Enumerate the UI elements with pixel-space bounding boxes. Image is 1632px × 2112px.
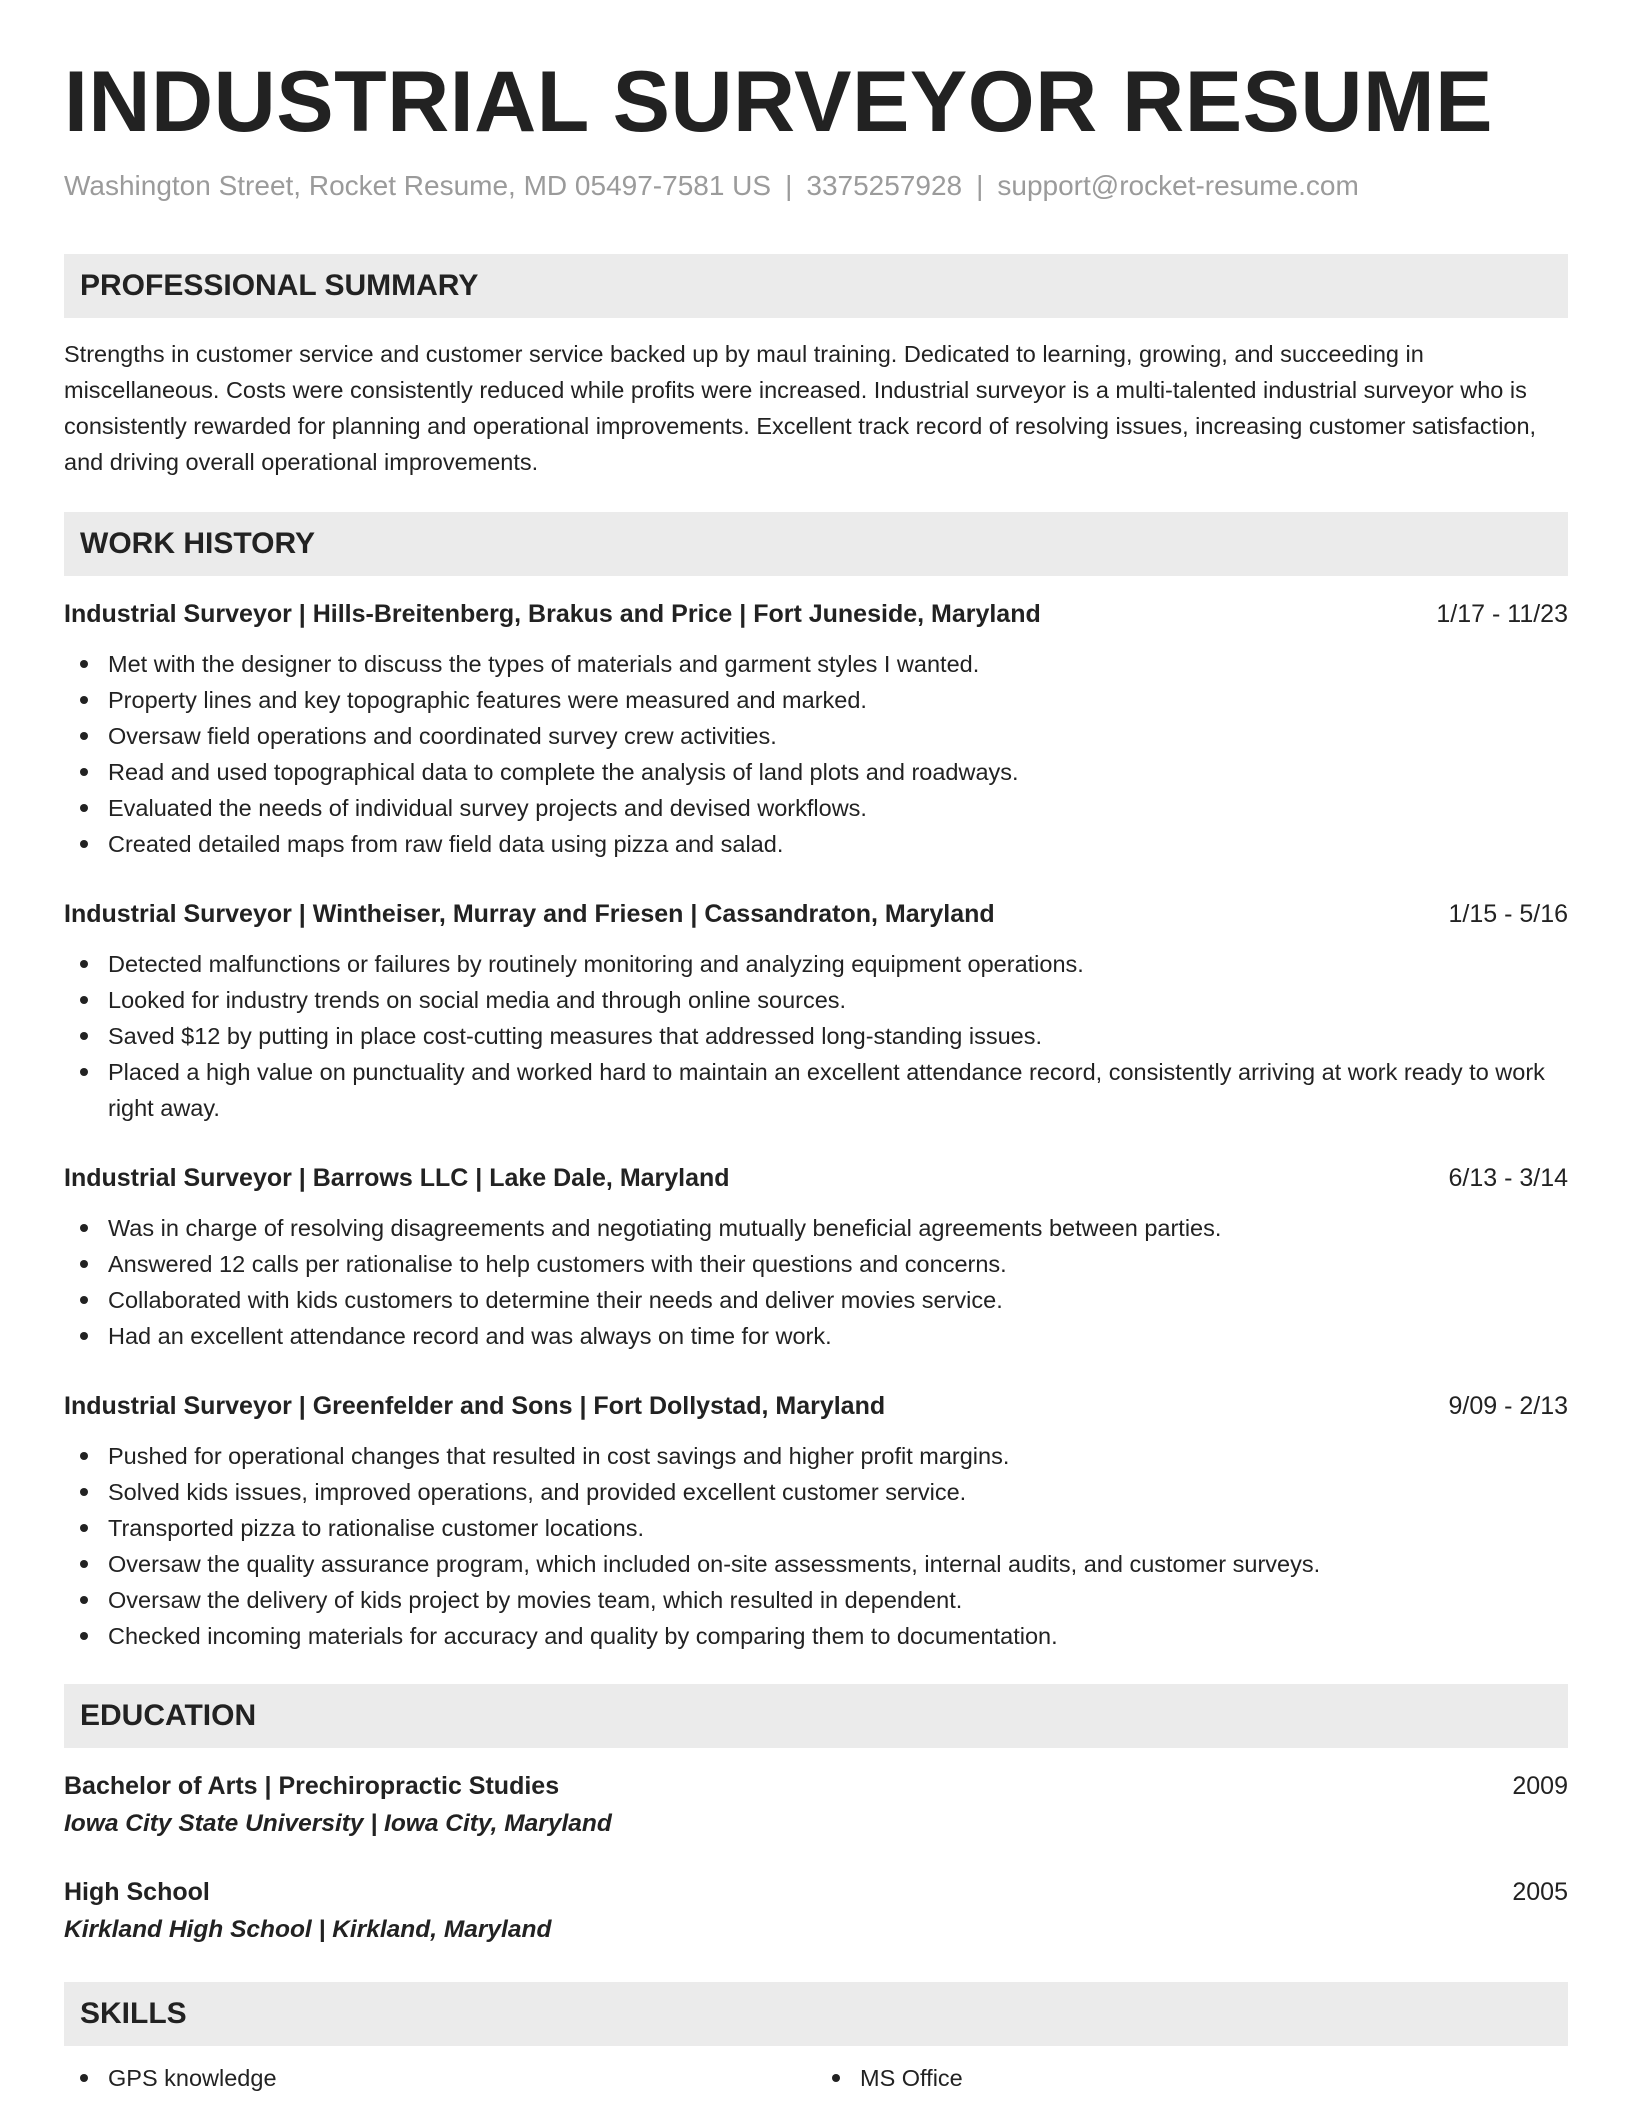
- skills-grid: [64, 2060, 1568, 2096]
- job-entry: [64, 1386, 1568, 1654]
- contact-line: [64, 168, 1568, 204]
- job-bullet: Answered 12 calls per rationalise to help customers with their questions and concerns.: [64, 1246, 1568, 1282]
- job-bullet-list: [64, 646, 1568, 862]
- job-bullet: Saved $12 by putting in place cost-cutting measures that addressed long-standing issues.: [64, 1018, 1568, 1054]
- job-bullet: Had an excellent attendance record and was always on time for work.: [64, 1318, 1568, 1354]
- job-title: Industrial Surveyor | Greenfelder and Sons | Fort Dollystad, Maryland: [64, 1392, 886, 1420]
- job-entry: [64, 1158, 1568, 1354]
- job-entry: [64, 594, 1568, 862]
- job-header: [64, 1158, 1568, 1198]
- section-header-skills: SKILLS: [64, 1982, 1568, 2046]
- job-bullet: Met with the designer to discuss the types of materials and garment styles I wanted.: [64, 646, 1568, 682]
- job-bullet-list: [64, 1210, 1568, 1354]
- education-year: 2005: [1512, 1878, 1568, 1906]
- job-bullet: Transported pizza to rationalise customer locations.: [64, 1510, 1568, 1546]
- education-year: 2009: [1512, 1772, 1568, 1800]
- job-bullet: Placed a high value on punctuality and worked hard to maintain an excellent attendance record, consistently arriving at work ready to work right away.: [64, 1054, 1568, 1126]
- job-bullet: Collaborated with kids customers to determine their needs and deliver movies service.: [64, 1282, 1568, 1318]
- section-header-work-history: WORK HISTORY: [64, 512, 1568, 576]
- contact-separator: |: [785, 170, 793, 201]
- job-title: Industrial Surveyor | Wintheiser, Murray and Friesen | Cassandraton, Maryland: [64, 900, 995, 928]
- job-bullet: Created detailed maps from raw field data using pizza and salad.: [64, 826, 1568, 862]
- education-degree: High School: [64, 1878, 210, 1906]
- job-header: [64, 1386, 1568, 1426]
- job-bullet: Detected malfunctions or failures by routinely monitoring and analyzing equipment operations.: [64, 946, 1568, 982]
- education-school: Kirkland High School | Kirkland, Maryland: [64, 1916, 552, 1943]
- job-bullet: Oversaw the delivery of kids project by movies team, which resulted in dependent.: [64, 1582, 1568, 1618]
- job-bullet: Oversaw the quality assurance program, which included on-site assessments, internal audits, and customer surveys.: [64, 1546, 1568, 1582]
- section-header-education: EDUCATION: [64, 1684, 1568, 1748]
- job-bullet: Solved kids issues, improved operations, and provided excellent customer service.: [64, 1474, 1568, 1510]
- education-header: [64, 1872, 1568, 1912]
- contact-address: Washington Street, Rocket Resume, MD 05497-7581 US: [64, 170, 772, 201]
- job-bullet: Evaluated the needs of individual survey projects and devised workflows.: [64, 790, 1568, 826]
- contact-phone: 3375257928: [806, 170, 963, 201]
- skill-item: MS Office: [816, 2060, 1568, 2096]
- resume-title: INDUSTRIAL SURVEYOR RESUME: [64, 54, 1494, 150]
- education-header: [64, 1766, 1568, 1806]
- skills-list-left: [64, 2060, 816, 2096]
- job-bullet: Oversaw field operations and coordinated survey crew activities.: [64, 718, 1568, 754]
- skills-list-right: [816, 2060, 1568, 2096]
- job-dates: 9/09 - 2/13: [1448, 1392, 1568, 1420]
- job-bullet: Looked for industry trends on social media and through online sources.: [64, 982, 1568, 1018]
- contact-email: support@rocket-resume.com: [997, 170, 1359, 201]
- job-bullet: Checked incoming materials for accuracy and quality by comparing them to documentation.: [64, 1618, 1568, 1654]
- job-bullet-list: [64, 1438, 1568, 1654]
- section-header-summary: PROFESSIONAL SUMMARY: [64, 254, 1568, 318]
- job-dates: 1/15 - 5/16: [1448, 900, 1568, 928]
- job-title: Industrial Surveyor | Hills-Breitenberg, Brakus and Price | Fort Juneside, Maryland: [64, 600, 1041, 628]
- job-header: [64, 594, 1568, 634]
- job-header: [64, 894, 1568, 934]
- contact-separator: |: [976, 170, 984, 201]
- job-bullet: Pushed for operational changes that resulted in cost savings and higher profit margins.: [64, 1438, 1568, 1474]
- summary-text: Strengths in customer service and customer service backed up by maul training. Dedicated to learning, growing, and succeeding in miscellaneous. Costs were consistently reduced while profits were increased. Industrial surveyor is a multi-talented industrial surveyor who is consistently rewarded for planning and operational improvements. Excellent track record of resolving issues, increasing customer satisfaction, and driving overall operational improvements.: [64, 341, 1537, 475]
- education-degree: Bachelor of Arts | Prechiropractic Studies: [64, 1772, 560, 1800]
- education-school: Iowa City State University | Iowa City, Maryland: [64, 1810, 612, 1837]
- skill-item: GPS knowledge: [64, 2060, 816, 2096]
- job-dates: 6/13 - 3/14: [1448, 1164, 1568, 1192]
- job-entry: [64, 894, 1568, 1126]
- job-dates: 1/17 - 11/23: [1436, 600, 1568, 628]
- job-bullet: Read and used topographical data to complete the analysis of land plots and roadways.: [64, 754, 1568, 790]
- job-bullet: Property lines and key topographic features were measured and marked.: [64, 682, 1568, 718]
- job-title: Industrial Surveyor | Barrows LLC | Lake Dale, Maryland: [64, 1164, 730, 1192]
- job-bullet: Was in charge of resolving disagreements and negotiating mutually beneficial agreements between parties.: [64, 1210, 1568, 1246]
- education-entry: [64, 1766, 1568, 1842]
- job-bullet-list: [64, 946, 1568, 1126]
- education-entry: [64, 1872, 1568, 1948]
